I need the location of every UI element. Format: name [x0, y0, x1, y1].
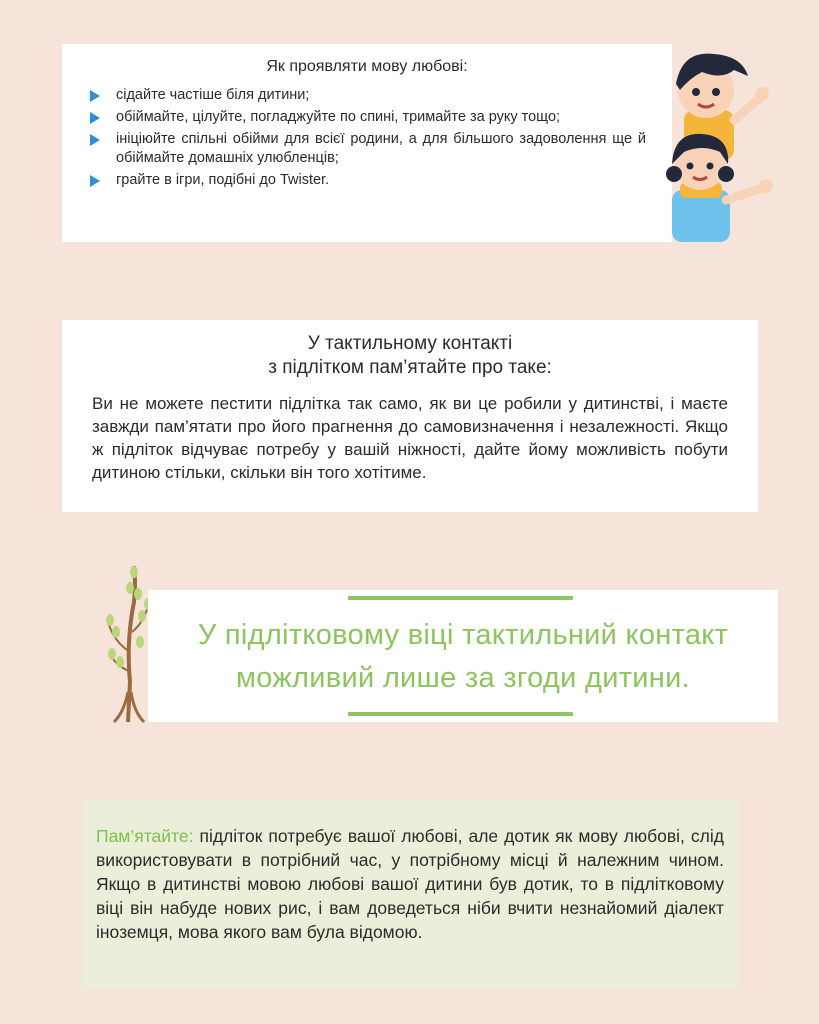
arrow-bullet-icon [90, 90, 100, 102]
remember-note-card [82, 800, 738, 990]
kids-waving-icon [662, 40, 782, 250]
title-line-2: з підлітком пам’ятайте про таке: [268, 357, 552, 378]
teen-touch-body: Ви не можете пестити підлітка так само, як ви це робили у дитинстві, і маєте завжди пам’ятати про його прагнення до самовизначення і незалежності. Якщо ж підліток відчуває потребу у вашій ніжності, дайте йому можливість побути дитиною стільки, скільки він того хотітиме. [92, 394, 728, 482]
tips-list [88, 86, 646, 190]
list-item [88, 130, 646, 168]
arrow-bullet-icon [90, 175, 100, 187]
tips-title: Як проявляти мову любові: [266, 58, 468, 75]
divider-bottom [348, 712, 573, 716]
remember-note [96, 824, 724, 944]
list-item [88, 108, 646, 127]
arrow-bullet-icon [90, 112, 100, 124]
remember-body: підліток потребує вашої любові, але дотик як мову любові, слід використовувати в потрібний час, у потрібному місці й належним чином. Якщо в дитинстві мовою любові вашої дитини був дотик, то в підлітковому віці він набуде нових рис, і вам доведеться ніби вчити незнайомий діалект іноземця, мова якого вам була відомою. [96, 826, 724, 942]
arrow-bullet-icon [90, 134, 100, 146]
list-item-text: сідайте частіше біля дитини; [116, 87, 310, 103]
teen-touch-card [62, 320, 758, 512]
consent-highlight-card [148, 590, 778, 722]
list-item-text: грайте в ігри, подібні до Twister. [116, 172, 330, 188]
love-language-tips-card [62, 44, 672, 242]
divider-top [348, 596, 573, 600]
title-line-1: У тактильному контакті [307, 333, 513, 354]
list-item [88, 171, 646, 190]
list-item-text: ініціюйте спільні обійми для всієї родини, а для більшого задоволення ще й обіймайте домашніх улюбленців; [116, 131, 646, 166]
tree-icon [104, 562, 154, 724]
list-item-text: обіймайте, цілуйте, погладжуйте по спині, тримайте за руку тощо; [116, 109, 561, 125]
list-item [88, 86, 646, 105]
quote-line-1: У підлітковому віці тактильний контакт [197, 619, 729, 651]
quote-line-2: можливий лише за згоди дитини. [236, 662, 690, 694]
consent-quote [148, 614, 778, 700]
teen-touch-title [92, 332, 728, 380]
remember-lead: Пам’ятайте: [96, 826, 194, 846]
